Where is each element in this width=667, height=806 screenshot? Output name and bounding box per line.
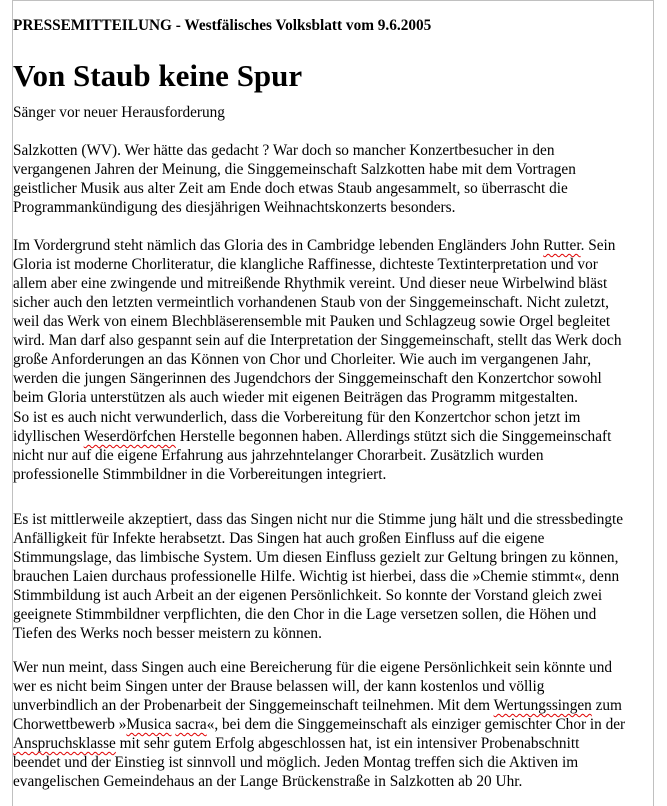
- spellcheck-flagged-word[interactable]: Rutter: [543, 237, 581, 254]
- paragraph-4: [13, 510, 653, 643]
- paragraph-line: Wer nun meint, dass Singen auch eine Bereicherung für die eigene Persönlichkeit sein könnte und: [13, 659, 612, 676]
- article-title: Von Staub keine Spur: [13, 58, 303, 93]
- paragraph-line: Im Vordergrund steht nämlich das Gloria des in Cambridge lebenden Engländers John Rutter. Sein: [13, 237, 616, 254]
- paragraph-line: werden die jungen Sängerinnen des Jugendchors der Singgemeinschaft den Konzertchor sowohl: [13, 370, 602, 387]
- paragraph-line: brauchen Laien durchaus professionelle Hilfe. Wichtig ist hierbei, dass die »Chemie stimmt«, denn: [13, 568, 620, 585]
- paragraph-line: evangelischen Gemeindehaus an der Lange Brückenstraße in Salzkotten ab 20 Uhr.: [13, 773, 523, 790]
- paragraph-5: [13, 658, 653, 791]
- spellcheck-flagged-word[interactable]: Wertungssingen: [493, 697, 592, 714]
- paragraph-line: nicht nur auf die eigene Erfahrung aus jahrzehntelanger Chorarbeit. Zusätzlich wurden: [13, 447, 544, 464]
- article-subtitle: Sänger vor neuer Herausforderung: [13, 104, 225, 121]
- paragraph-3: [13, 408, 653, 484]
- spellcheck-flagged-word[interactable]: Musica: [126, 716, 172, 733]
- paragraph-2: [13, 236, 653, 407]
- paragraph-line: sicher auch den letzten vermeintlich vorhandenen Staub von der Singgemeinschaft. Nicht zuletzt,: [13, 294, 609, 311]
- press-release-header: PRESSEMITTEILUNG - Westfälisches Volksblatt vom 9.6.2005: [13, 17, 432, 34]
- paragraph-line: beendet und der Einstieg ist sinnvoll und möglich. Jeden Montag treffen sich die Aktiven im: [13, 754, 579, 771]
- spellcheck-flagged-word[interactable]: Anspruchsklasse: [13, 735, 116, 752]
- paragraph-line: idyllischen Weserdörfchen Herstelle begonnen haben. Allerdings stützt sich die Singgemeinschaft: [13, 428, 612, 445]
- paragraph-line: Tiefen des Werks noch besser meistern zu können.: [13, 625, 322, 642]
- paragraph-line: Programmankündigung des diesjährigen Weihnachtskonzerts besonders.: [13, 199, 456, 216]
- paragraph-line: Stimmungslage, das limbische System. Um diesen Einfluss gezielt zur Geltung bringen zu können,: [13, 549, 619, 566]
- paragraph-line: Anfälligkeit für Infekte herabsetzt. Das Singen hat auch großen Einfluss auf die eigene: [13, 530, 545, 547]
- paragraph-line: wird. Man darf also gespannt sein auf die Interpretation der Singgemeinschaft, stellt das Werk doch: [13, 332, 622, 349]
- paragraph-line: Chorwettbewerb »Musica sacra«, bei dem die Singgemeinschaft als einziger gemischter Chor in der: [13, 716, 626, 733]
- paragraph-line: Stimmbildung ist auch Arbeit an der eigenen Persönlichkeit. So konnte der Vorstand gleich zwei: [13, 587, 603, 604]
- paragraph-line: beim Gloria unterstützen als auch wieder mit eigenen Beiträgen das Programm mitgestalten.: [13, 389, 578, 406]
- paragraph-line: geistlicher Musik aus alter Zeit am Ende doch etwas Staub angesammelt, so überrascht die: [13, 180, 568, 197]
- paragraph-line: geeignete Stimmbildner verpflichten, die den Chor in die Lage versetzen sollen, die Höhen und: [13, 606, 597, 623]
- paragraph-line: große Anforderungen an das Können von Chor und Chorleiter. Wie auch im vergangenen Jahr,: [13, 351, 592, 368]
- paragraph-line: vergangenen Jahren der Meinung, die Singgemeinschaft Salzkotten habe mit dem Vortragen: [13, 161, 576, 178]
- spellcheck-flagged-word[interactable]: Weserdörfchen: [83, 428, 176, 445]
- paragraph-line: wer es nicht beim Singen unter der Brause belassen will, der kann kostenlos und völlig: [13, 678, 545, 695]
- paragraph-line: So ist es auch nicht verwunderlich, dass die Vorbereitung für den Konzertchor schon jetzt im: [13, 409, 581, 426]
- paragraph-line: professionelle Stimmbildner in die Vorbereitungen integriert.: [13, 466, 387, 483]
- paragraph-line: unverbindlich an der Probenarbeit der Singgemeinschaft teilnehmen. Mit dem Wertungssingen zum: [13, 697, 622, 714]
- paragraph-line: Salzkotten (WV). Wer hätte das gedacht ? War doch so mancher Konzertbesucher in den: [13, 142, 555, 159]
- spellcheck-flagged-word[interactable]: sacra: [175, 716, 207, 733]
- paragraph-line: Anspruchsklasse mit sehr gutem Erfolg abgeschlossen hat, ist ein intensiver Probenabschnitt: [13, 735, 580, 752]
- paragraph-1: [13, 141, 653, 217]
- paragraph-line: Es ist mittlerweile akzeptiert, dass das Singen nicht nur die Stimme jung hält und die stressbedingte: [13, 511, 624, 528]
- paragraph-line: weil das Werk von einem Blechbläserensemble mit Pauken und Schlagzeug sowie Orgel begleitet: [13, 313, 611, 330]
- paragraph-line: allem aber eine zwingende und mitreißende Rhythmik vereint. Und dieser neue Wirbelwind bläst: [13, 275, 608, 292]
- paragraph-line: Gloria ist moderne Chorliteratur, die klangliche Raffinesse, dichteste Textinterpretation und vor: [13, 256, 598, 273]
